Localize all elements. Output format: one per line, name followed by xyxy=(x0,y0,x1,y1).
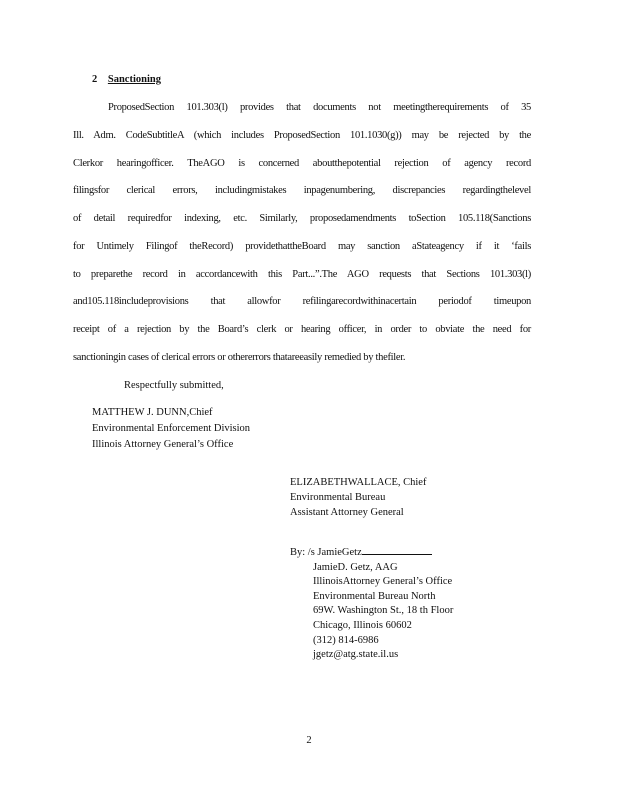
paragraph-line: filingsfor clerical errors, includingmistakes inpagenumbering, discrepancies regardingthelevel xyxy=(73,185,531,196)
contact-line: IllinoisAttorney General’s Office xyxy=(313,576,453,588)
section-title: Sanctioning xyxy=(107,74,161,85)
contact-line: (312) 814-6986 xyxy=(313,634,379,646)
signer-line: Environmental Enforcement Division xyxy=(92,423,251,434)
signer-block-bureau xyxy=(290,475,426,520)
by-label: By: xyxy=(290,547,306,558)
signer-line: Environmental Bureau xyxy=(290,492,386,503)
signer-line: Illinois Attorney General’s Office xyxy=(92,439,234,450)
paragraph-line: ProposedSection 101.303(l) provides that documents not meetingtherequirements of 35 xyxy=(108,102,531,113)
signer-line: Assistant Attorney General xyxy=(290,507,404,518)
contact-line: JamieD. Getz, AAG xyxy=(313,561,398,573)
paragraph-line: of detail requiredfor indexing, etc. Similarly, proposedamendments toSection 105.118(Sanctions xyxy=(73,213,531,224)
contact-line: Chicago, Illinois 60602 xyxy=(313,619,412,631)
contact-line: Environmental Bureau North xyxy=(313,590,436,602)
signer-line: MATTHEW J. DUNN,Chief xyxy=(92,407,213,418)
paragraph-line: Clerkor hearingofficer. TheAGO is concerned aboutthepotential rejection of agency record xyxy=(73,158,531,169)
page-number: 2 xyxy=(306,735,312,746)
paragraph-line: receipt of a rejection by the Board’s clerk or hearing officer, in order to obviate the need for xyxy=(73,324,531,335)
paragraph-line: Ill. Adm. CodeSubtitleA (which includes ProposedSection 101.1030(g)) may be rejected by the xyxy=(73,130,531,141)
signature-underline xyxy=(362,544,432,555)
by-line xyxy=(290,544,453,561)
contact-email: jgetz@atg.state.il.us xyxy=(313,649,399,661)
paragraph-line: sanctioningin cases of clerical errors or othererrors thatareeasily remedied by thefiler. xyxy=(73,352,406,363)
contact-line: 69W. Washington St., 18 th Floor xyxy=(313,605,454,617)
signature-block xyxy=(290,544,453,663)
closing-salutation: Respectfully submitted, xyxy=(124,380,224,391)
paragraph-line: for Untimely Filingof theRecord) providethattheBoard may sanction aStateagency if it ‘fails xyxy=(73,241,531,252)
signer-block-chief xyxy=(92,405,250,453)
section-heading xyxy=(92,74,175,85)
signature-text: /s JamieGetz xyxy=(307,547,362,558)
signer-line: ELIZABETHWALLACE, Chief xyxy=(290,477,427,488)
paragraph-line: to preparethe record in accordancewith this Part...”.The AGO requests that Sections 101.303(l) xyxy=(73,269,531,280)
paragraph-line: and105.118includeprovisions that allowfor refilingarecordwithinacertain periodof timeupon xyxy=(73,296,531,307)
section-number: 2 xyxy=(92,74,98,85)
